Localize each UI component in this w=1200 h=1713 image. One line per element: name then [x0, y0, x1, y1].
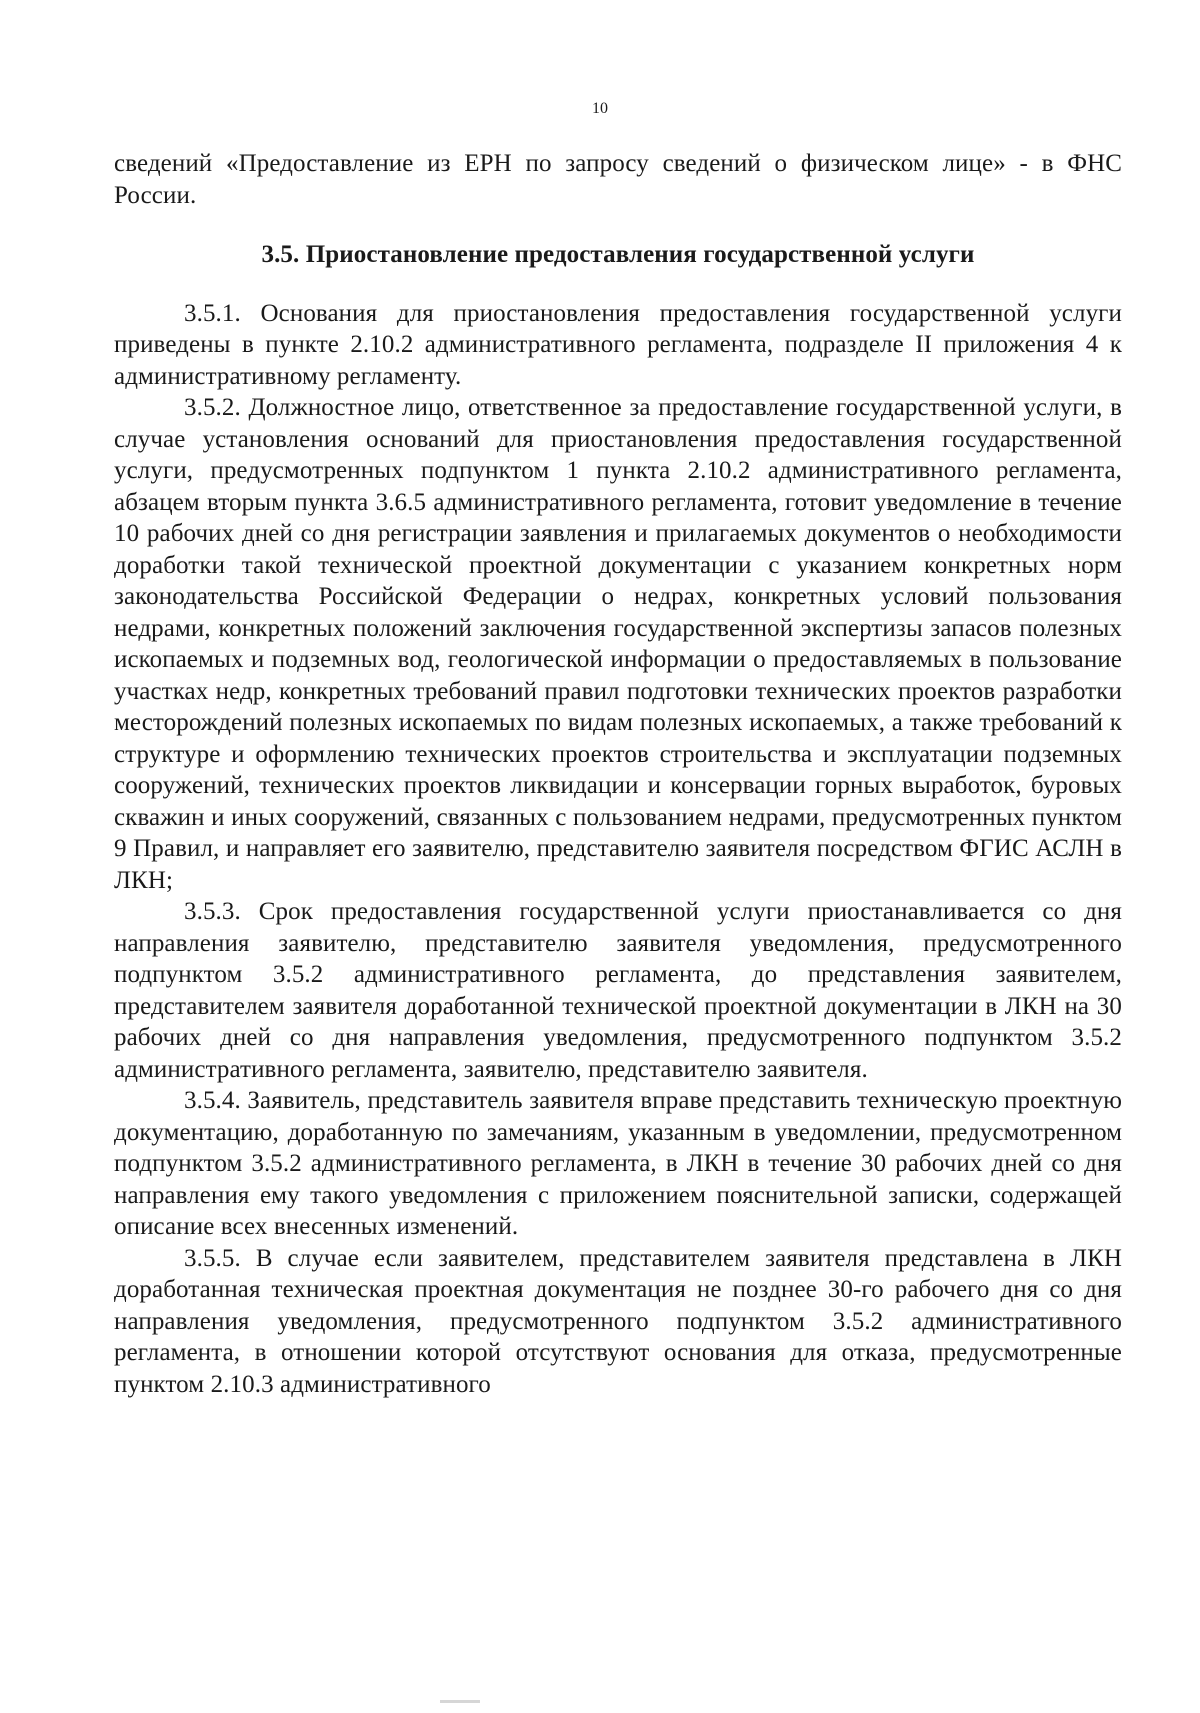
section-heading: 3.5. Приостановление предоставления государственной услуги	[261, 241, 975, 268]
page-number: 10	[592, 100, 608, 117]
paragraph-3-5-3: 3.5.3. Срок предоставления государственной услуги приостанавливается со дня направления заявителю, представителю заявителя уведомления, предусмотренного подпунктом 3.5.2 административного регламента, до представления заявителем, представителем заявителя доработанной технической проектной документации в ЛКН на 30 рабочих дней со дня направления уведомления, предусмотренного подпунктом 3.5.2 административного регламента, заявителю, представителю заявителя.	[114, 898, 1122, 1083]
paragraph-3-5-1: 3.5.1. Основания для приостановления предоставления государственной услуги приведены в пункте 2.10.2 административного регламента, подразделе II приложения 4 к административному регламенту.	[114, 299, 1122, 390]
paragraph-3-5-2: 3.5.2. Должностное лицо, ответственное за предоставление государственной услуги, в случае установления оснований для приостановления предоставления государственной услуги, предусмотренных подпунктом 1 пункта 2.10.2 административного регламента, абзацем вторым пункта 3.6.5 административного регламента, готовит уведомление в течение 10 рабочих дней со дня регистрации заявления и прилагаемых документов о необходимости доработки такой технической проектной документации с указанием конкретных норм законодательства Российской Федерации о недрах, конкретных условий пользования недрами, конкретных положений заключения государственной экспертизы запасов полезных ископаемых и подземных вод, геологической информации о предоставляемых в пользование участках недр, конкретных требований правил подготовки технических проектов разработки месторождений полезных ископаемых по видам полезных ископаемых, а также требований к структуре и оформлению технических проектов строительства и эксплуатации подземных сооружений, технических проектов ликвидации и консервации горных выработок, буровых скважин и иных сооружений, связанных с пользованием недрами, предусмотренных пунктом 9 Правил, и направляет его заявителю, представителю заявителя посредством ФГИС АСЛН в ЛКН;	[114, 394, 1122, 894]
paragraph-3-5-5: 3.5.5. В случае если заявителем, представителем заявителя представлена в ЛКН доработанная техническая проектная документация не позднее 30-го рабочего дня со дня направления уведомления, предусмотренного подпунктом 3.5.2 административного регламента, в отношении которой отсутствуют основания для отказа, предусмотренные пунктом 2.10.3 административного	[114, 1244, 1122, 1398]
document-body	[114, 148, 1122, 1400]
paragraph-3-5-4: 3.5.4. Заявитель, представитель заявителя вправе представить техническую проектную документацию, доработанную по замечаниям, указанным в уведомлении, предусмотренном подпунктом 3.5.2 административного регламента, в ЛКН в течение 30 рабочих дней со дня направления ему такого уведомления с приложением пояснительной записки, содержащей описание всех внесенных изменений.	[114, 1087, 1122, 1240]
scan-artifact	[440, 1700, 480, 1703]
paragraph-continuation: сведений «Предоставление из ЕРН по запросу сведений о физическом лице» - в ФНС России.	[114, 150, 1122, 209]
